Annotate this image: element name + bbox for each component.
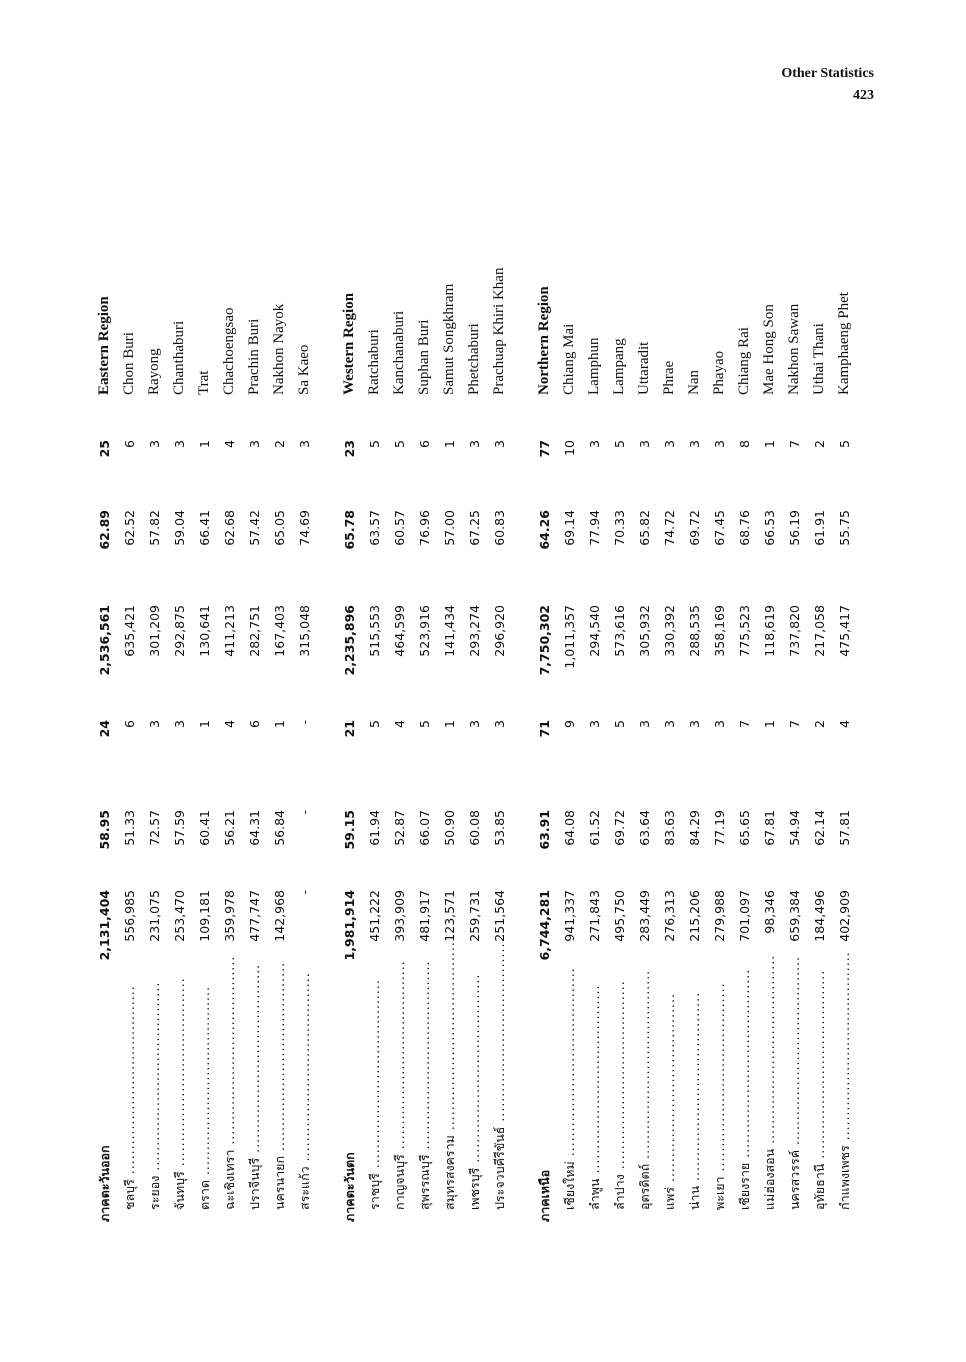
value-cell-c: 3 [687, 720, 702, 728]
value-cell-b: 61.52 [587, 810, 602, 846]
thai-name: พะเยา ..... [707, 1040, 732, 1210]
value-cell-b: 56.84 [272, 810, 287, 846]
thai-name: ชลบุรี ..... [117, 1040, 142, 1210]
value-cell-f: 23 [342, 440, 357, 458]
english-name: Phayao [711, 350, 727, 395]
value-cell-d: 411,213 [222, 605, 237, 657]
value-cell-f: 2 [272, 440, 287, 448]
value-cell-c: 6 [122, 720, 137, 728]
province-row [832, 182, 857, 1222]
value-cell-d: 301,209 [147, 605, 162, 657]
value-cell-c: 3 [147, 720, 162, 728]
english-name: Chanthaburi [171, 320, 187, 395]
value-cell-f: 3 [467, 440, 482, 448]
english-name: Nakhon Nayok [271, 303, 287, 395]
value-cell-a: 2,131,404 [97, 890, 112, 961]
province-row [557, 182, 582, 1222]
value-cell-b: 77.19 [712, 810, 727, 846]
value-cell-e: 55.75 [837, 510, 852, 546]
value-cell-b: 66.07 [417, 810, 432, 846]
english-name: Chon Buri [121, 332, 137, 395]
value-cell-d: 635,421 [122, 605, 137, 657]
province-row [292, 182, 317, 1222]
province-row [807, 182, 832, 1222]
thai-name: ลำพูน ..... [582, 1040, 607, 1210]
value-cell-e: 66.53 [762, 510, 777, 546]
value-cell-c: 4 [392, 720, 407, 728]
province-row [682, 182, 707, 1222]
value-cell-d: 775,523 [737, 605, 752, 657]
value-cell-f: 3 [147, 440, 162, 448]
english-name: Lampang [611, 338, 627, 395]
english-name: Mae Hong Son [761, 304, 777, 395]
thai-name: สมุทรสงคราม ..... [437, 1040, 462, 1210]
thai-name: จันทบุรี ..... [167, 1040, 192, 1210]
value-cell-b: 60.41 [197, 810, 212, 846]
value-cell-f: 77 [537, 440, 552, 458]
value-cell-f: 5 [392, 440, 407, 448]
thai-name: นครนายก ..... [267, 1040, 292, 1210]
value-cell-c: 3 [587, 720, 602, 728]
province-row [782, 182, 807, 1222]
region-total-row [92, 182, 117, 1222]
province-row [632, 182, 657, 1222]
rotated-table-wrapper [92, 182, 892, 1222]
page-number: 423 [853, 88, 874, 103]
thai-name: ภาคตะวันตก [342, 1152, 357, 1222]
thai-name: เชียงใหม่ ..... [557, 1040, 582, 1210]
value-cell-b: 67.81 [762, 810, 777, 846]
value-cell-d: 130,641 [197, 605, 212, 657]
province-row [387, 182, 412, 1222]
thai-name: ลำปาง ..... [607, 1040, 632, 1210]
value-cell-a: 941,337 [562, 890, 577, 942]
value-cell-e: 67.45 [712, 510, 727, 546]
value-cell-c: 5 [612, 720, 627, 728]
value-cell-f: 8 [737, 440, 752, 448]
value-cell-a: 259,731 [467, 890, 482, 942]
value-cell-d: 217,058 [812, 605, 827, 657]
value-cell-a: 184,496 [812, 890, 827, 942]
value-cell-b: 63.64 [637, 810, 652, 846]
value-cell-c: 1 [197, 720, 212, 728]
value-cell-c: 1 [762, 720, 777, 728]
value-cell-f: 5 [367, 440, 382, 448]
value-cell-e: 74.69 [297, 510, 312, 546]
value-cell-e: 66.41 [197, 510, 212, 546]
value-cell-a: 495,750 [612, 890, 627, 942]
english-name: Samut Songkhram [441, 283, 457, 395]
value-cell-e: 70.33 [612, 510, 627, 546]
value-cell-c: 5 [367, 720, 382, 728]
region-total-row [337, 182, 362, 1222]
value-cell-a: 481,917 [417, 890, 432, 942]
thai-name: น่าน ..... [682, 1040, 707, 1210]
value-cell-e: 67.25 [467, 510, 482, 546]
value-cell-a: 142,968 [272, 890, 287, 942]
value-cell-b: 64.08 [562, 810, 577, 846]
value-cell-e: 62.89 [97, 510, 112, 550]
thai-name: เชียงราย ..... [732, 1040, 757, 1210]
value-cell-c: 71 [537, 720, 552, 738]
english-name: Prachuap Khiri Khan [491, 267, 507, 395]
value-cell-a: 279,988 [712, 890, 727, 942]
thai-name: ราชบุรี ..... [362, 1040, 387, 1210]
value-cell-b: 59.15 [342, 810, 357, 850]
value-cell-d: 141,434 [442, 605, 457, 657]
value-cell-f: 3 [587, 440, 602, 448]
value-cell-d: 573,616 [612, 605, 627, 657]
value-cell-b: 69.72 [612, 810, 627, 846]
thai-name: ปราจีนบุรี ..... [242, 1040, 267, 1210]
english-name: Phetchaburi [466, 323, 482, 395]
province-row [657, 182, 682, 1222]
value-cell-f: 3 [712, 440, 727, 448]
value-cell-a: 251,564 [492, 890, 507, 942]
value-cell-c: 3 [172, 720, 187, 728]
value-cell-f: 4 [222, 440, 237, 448]
value-cell-a: 6,744,281 [537, 890, 552, 961]
value-cell-d: 282,751 [247, 605, 262, 657]
province-row [462, 182, 487, 1222]
value-cell-a: 123,571 [442, 890, 457, 942]
thai-name: แม่ฮ่องสอน ..... [757, 1040, 782, 1210]
value-cell-d: 7,750,302 [537, 605, 552, 676]
value-cell-e: 64.26 [537, 510, 552, 550]
value-cell-f: 3 [247, 440, 262, 448]
value-cell-b: 57.59 [172, 810, 187, 846]
value-cell-f: 6 [122, 440, 137, 448]
value-cell-f: 5 [612, 440, 627, 448]
thai-name: ภาคเหนือ [537, 1169, 552, 1222]
value-cell-e: 60.57 [392, 510, 407, 546]
value-cell-f: 3 [662, 440, 677, 448]
value-cell-a: 1,981,914 [342, 890, 357, 961]
value-cell-c: 9 [562, 720, 577, 728]
value-cell-b: 58.95 [97, 810, 112, 850]
value-cell-a: 359,978 [222, 890, 237, 942]
value-cell-e: 62.52 [122, 510, 137, 546]
province-row [192, 182, 217, 1222]
value-cell-c: 4 [837, 720, 852, 728]
english-name: Chachoengsao [221, 307, 237, 395]
value-cell-f: 3 [687, 440, 702, 448]
running-header [781, 66, 874, 104]
province-row [217, 182, 242, 1222]
value-cell-b: 84.29 [687, 810, 702, 846]
thai-name: อุตรดิตถ์ ..... [632, 1040, 657, 1210]
thai-name: เพชรบุรี ..... [462, 1040, 487, 1210]
value-cell-d: 330,392 [662, 605, 677, 657]
value-cell-f: 1 [762, 440, 777, 448]
value-cell-c: 3 [637, 720, 652, 728]
value-cell-d: 315,048 [297, 605, 312, 657]
value-cell-a: 477,747 [247, 890, 262, 942]
thai-name: ระยอง ..... [142, 1040, 167, 1210]
english-name: Uthai Thani [811, 323, 827, 395]
value-cell-c: - [297, 720, 312, 725]
value-cell-e: 77.94 [587, 510, 602, 546]
value-cell-a: 215,206 [687, 890, 702, 942]
value-cell-b: 65.65 [737, 810, 752, 846]
value-cell-b: - [297, 810, 312, 815]
value-cell-f: 2 [812, 440, 827, 448]
thai-name: สระแก้ว ..... [292, 1040, 317, 1210]
value-cell-f: 1 [197, 440, 212, 448]
province-row [757, 182, 782, 1222]
value-cell-c: 24 [97, 720, 112, 738]
value-cell-b: 51.33 [122, 810, 137, 846]
english-name: Chiang Mai [561, 323, 577, 395]
english-name: Chiang Rai [736, 327, 752, 395]
value-cell-d: 288,535 [687, 605, 702, 657]
value-cell-b: 57.81 [837, 810, 852, 846]
value-cell-b: 54.94 [787, 810, 802, 846]
value-cell-c: 3 [467, 720, 482, 728]
english-name: Northern Region [536, 286, 552, 395]
value-cell-a: 393,909 [392, 890, 407, 942]
english-name: Ratchaburi [366, 329, 382, 395]
value-cell-c: 21 [342, 720, 357, 738]
thai-name: กำแพงเพชร ..... [832, 1040, 857, 1210]
value-cell-a: 98,346 [762, 890, 777, 934]
value-cell-d: 464,599 [392, 605, 407, 657]
value-cell-c: 3 [662, 720, 677, 728]
value-cell-d: 294,540 [587, 605, 602, 657]
value-cell-b: 53.85 [492, 810, 507, 846]
value-cell-a: - [297, 890, 312, 895]
value-cell-a: 276,313 [662, 890, 677, 942]
english-name: Kamphaeng Phet [836, 292, 852, 395]
value-cell-b: 62.14 [812, 810, 827, 846]
value-cell-a: 283,449 [637, 890, 652, 942]
thai-name: กาญจนบุรี ..... [387, 1040, 412, 1210]
group-spacer [512, 182, 532, 1222]
value-cell-f: 5 [837, 440, 852, 448]
province-row [142, 182, 167, 1222]
value-cell-e: 57.82 [147, 510, 162, 546]
province-row [412, 182, 437, 1222]
value-cell-b: 64.31 [247, 810, 262, 846]
value-cell-b: 60.08 [467, 810, 482, 846]
value-cell-d: 2,235,896 [342, 605, 357, 676]
value-cell-a: 271,843 [587, 890, 602, 942]
english-name: Trat [196, 370, 212, 395]
english-name: Prachin Buri [246, 318, 262, 395]
value-cell-d: 515,553 [367, 605, 382, 657]
province-row [707, 182, 732, 1222]
value-cell-e: 61.91 [812, 510, 827, 546]
province-row [117, 182, 142, 1222]
province-row [242, 182, 267, 1222]
value-cell-f: 3 [297, 440, 312, 448]
value-cell-e: 69.72 [687, 510, 702, 546]
value-cell-a: 659,384 [787, 890, 802, 942]
value-cell-e: 65.78 [342, 510, 357, 550]
english-name: Suphan Buri [416, 319, 432, 395]
thai-name: ฉะเชิงเทรา ..... [217, 1040, 242, 1210]
english-name: Kanchanaburi [391, 310, 407, 395]
english-name: Western Region [341, 292, 357, 395]
value-cell-f: 10 [562, 440, 577, 456]
thai-name: ตราด ..... [192, 1040, 217, 1210]
value-cell-e: 62.68 [222, 510, 237, 546]
english-name: Uttaradit [636, 341, 652, 395]
value-cell-e: 69.14 [562, 510, 577, 546]
value-cell-a: 451,222 [367, 890, 382, 942]
group-spacer [317, 182, 337, 1222]
thai-name: ภาคตะวันออก [97, 1145, 112, 1222]
value-cell-f: 3 [172, 440, 187, 448]
value-cell-a: 556,985 [122, 890, 137, 942]
value-cell-a: 231,075 [147, 890, 162, 942]
value-cell-b: 72.57 [147, 810, 162, 846]
value-cell-c: 4 [222, 720, 237, 728]
statistics-table [92, 182, 857, 1222]
province-row [732, 182, 757, 1222]
english-name: Sa Kaeo [296, 344, 312, 395]
value-cell-d: 118,619 [762, 605, 777, 657]
value-cell-f: 7 [787, 440, 802, 448]
english-name: Eastern Region [96, 296, 112, 395]
thai-name: อุทัยธานี ..... [807, 1040, 832, 1210]
region-total-row [532, 182, 557, 1222]
thai-name: สุพรรณบุรี ..... [412, 1040, 437, 1210]
province-row [487, 182, 512, 1222]
province-row [362, 182, 387, 1222]
value-cell-d: 167,403 [272, 605, 287, 657]
value-cell-b: 83.63 [662, 810, 677, 846]
thai-name: นครสวรรค์ ..... [782, 1040, 807, 1210]
english-name: Rayong [146, 348, 162, 395]
english-name: Nan [686, 370, 702, 395]
value-cell-e: 56.19 [787, 510, 802, 546]
value-cell-e: 65.05 [272, 510, 287, 546]
thai-name: แพร่ ..... [657, 1040, 682, 1210]
value-cell-c: 1 [442, 720, 457, 728]
value-cell-d: 1,011,357 [562, 605, 577, 669]
value-cell-b: 61.94 [367, 810, 382, 846]
value-cell-d: 305,932 [637, 605, 652, 657]
value-cell-c: 6 [247, 720, 262, 728]
value-cell-d: 475,417 [837, 605, 852, 657]
value-cell-d: 2,536,561 [97, 605, 112, 676]
value-cell-f: 25 [97, 440, 112, 458]
value-cell-e: 74.72 [662, 510, 677, 546]
value-cell-d: 292,875 [172, 605, 187, 657]
value-cell-e: 65.82 [637, 510, 652, 546]
value-cell-e: 57.00 [442, 510, 457, 546]
value-cell-c: 3 [712, 720, 727, 728]
value-cell-a: 701,097 [737, 890, 752, 942]
value-cell-e: 59.04 [172, 510, 187, 546]
value-cell-f: 3 [637, 440, 652, 448]
value-cell-a: 402,909 [837, 890, 852, 942]
province-row [267, 182, 292, 1222]
thai-name: ประจวบคีรีขันธ์ ..... [487, 1040, 512, 1210]
province-row [607, 182, 632, 1222]
value-cell-c: 7 [737, 720, 752, 728]
value-cell-c: 2 [812, 720, 827, 728]
value-cell-f: 1 [442, 440, 457, 448]
value-cell-a: 109,181 [197, 890, 212, 942]
english-name: Lamphun [586, 337, 602, 395]
value-cell-c: 1 [272, 720, 287, 728]
province-row [437, 182, 462, 1222]
section-title: Other Statistics [781, 66, 874, 81]
value-cell-d: 293,274 [467, 605, 482, 657]
value-cell-d: 523,916 [417, 605, 432, 657]
value-cell-c: 5 [417, 720, 432, 728]
value-cell-e: 63.57 [367, 510, 382, 546]
value-cell-e: 60.83 [492, 510, 507, 546]
value-cell-b: 50.90 [442, 810, 457, 846]
value-cell-d: 737,820 [787, 605, 802, 657]
value-cell-e: 57.42 [247, 510, 262, 546]
value-cell-f: 3 [492, 440, 507, 448]
value-cell-d: 296,920 [492, 605, 507, 657]
value-cell-f: 6 [417, 440, 432, 448]
value-cell-b: 52.87 [392, 810, 407, 846]
value-cell-c: 3 [492, 720, 507, 728]
province-row [167, 182, 192, 1222]
value-cell-b: 63.91 [537, 810, 552, 850]
english-name: Phrae [661, 360, 677, 395]
value-cell-a: 253,470 [172, 890, 187, 942]
value-cell-b: 56.21 [222, 810, 237, 846]
value-cell-d: 358,169 [712, 605, 727, 657]
value-cell-c: 7 [787, 720, 802, 728]
english-name: Nakhon Sawan [786, 303, 802, 395]
value-cell-e: 76.96 [417, 510, 432, 546]
province-row [582, 182, 607, 1222]
value-cell-e: 68.76 [737, 510, 752, 546]
